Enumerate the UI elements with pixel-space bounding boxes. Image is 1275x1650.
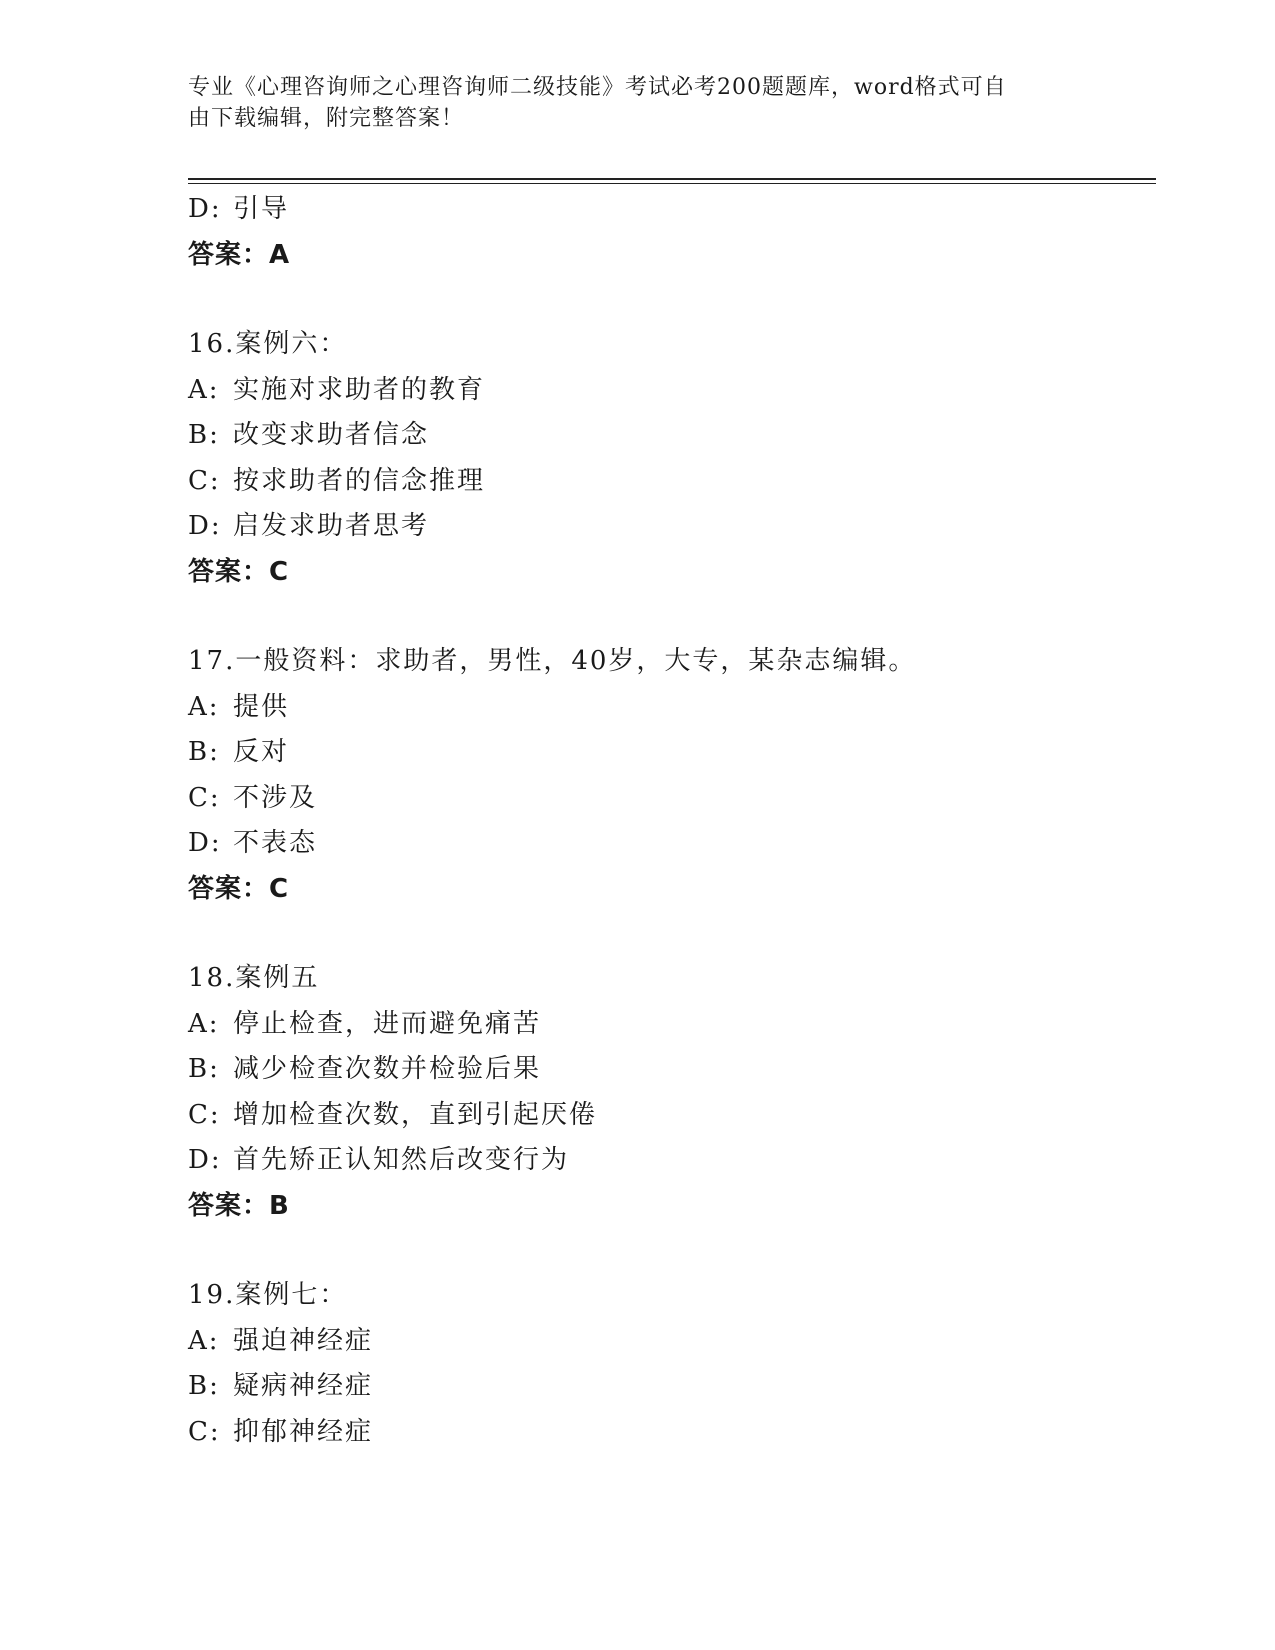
option-letter: A:	[188, 374, 220, 405]
option-text: 提供	[233, 691, 290, 722]
option-text: 实施对求助者的教育	[233, 374, 486, 405]
answer-line: 答案：A	[188, 239, 291, 270]
option-letter: B:	[188, 1371, 220, 1401]
option-letter: C:	[188, 782, 221, 813]
option-a	[188, 1319, 1156, 1365]
option-d	[188, 187, 1156, 233]
option-c	[188, 776, 1156, 822]
option-d	[188, 1138, 1156, 1184]
option-letter: A:	[188, 1008, 220, 1039]
option-a	[188, 1002, 1156, 1048]
option-text: 抑郁神经症	[233, 1416, 374, 1447]
option-letter: A:	[188, 691, 220, 722]
document-header	[188, 72, 1068, 134]
header-line-2: 由下载编辑，附完整答案！	[188, 106, 465, 131]
question-block-18	[188, 956, 1156, 1229]
option-b	[188, 1047, 1156, 1093]
option-text: 停止检查，进而避免痛苦	[233, 1008, 542, 1039]
header-rule-thin	[188, 183, 1156, 184]
option-text: 增加检查次数，直到引起厌倦	[233, 1099, 598, 1130]
option-letter: A:	[188, 1325, 220, 1356]
option-text: 疑病神经症	[233, 1371, 374, 1401]
option-letter: D:	[188, 828, 222, 858]
option-text: 不表态	[233, 828, 318, 858]
answer-line: 答案：C	[188, 556, 290, 587]
option-b	[188, 413, 1156, 459]
option-text: 不涉及	[233, 782, 318, 813]
question-title: 16.案例六：	[188, 329, 348, 359]
option-letter: C:	[188, 1099, 221, 1130]
option-text: 减少检查次数并检验后果	[233, 1054, 542, 1084]
option-a	[188, 368, 1156, 414]
option-d	[188, 504, 1156, 550]
answer-line: 答案：C	[188, 873, 290, 904]
option-text: 启发求助者思考	[233, 511, 430, 541]
option-letter: D:	[188, 194, 222, 224]
option-c	[188, 1410, 1156, 1456]
option-letter: D:	[188, 1145, 222, 1175]
option-text: 引导	[233, 194, 290, 224]
option-letter: C:	[188, 465, 221, 496]
option-text: 按求助者的信念推理	[233, 465, 486, 496]
question-block-17	[188, 639, 1156, 912]
option-c	[188, 459, 1156, 505]
option-letter: B:	[188, 1054, 220, 1084]
option-text: 反对	[233, 737, 290, 767]
option-letter: B:	[188, 737, 220, 767]
option-letter: C:	[188, 1416, 221, 1447]
option-text: 首先矫正认知然后改变行为	[233, 1145, 570, 1175]
question-block-16	[188, 322, 1156, 595]
question-title: 18.案例五	[188, 963, 320, 993]
option-b	[188, 730, 1156, 776]
option-letter: D:	[188, 511, 222, 541]
option-text: 强迫神经症	[233, 1325, 374, 1356]
question-block-15	[188, 187, 1156, 278]
header-rule-thick	[188, 178, 1156, 180]
question-block-19	[188, 1273, 1156, 1455]
question-title: 19.案例七：	[188, 1280, 348, 1310]
option-c	[188, 1093, 1156, 1139]
question-title: 17.一般资料：求助者，男性，40岁，大专，某杂志编辑。	[188, 646, 917, 676]
option-b	[188, 1364, 1156, 1410]
option-letter: B:	[188, 420, 220, 450]
answer-line: 答案：B	[188, 1190, 290, 1221]
option-a	[188, 685, 1156, 731]
question-list	[188, 187, 1156, 1455]
option-text: 改变求助者信念	[233, 420, 430, 450]
option-d	[188, 821, 1156, 867]
header-line-1: 专业《心理咨询师之心理咨询师二级技能》考试必考200题题库，word格式可自	[188, 75, 1007, 100]
